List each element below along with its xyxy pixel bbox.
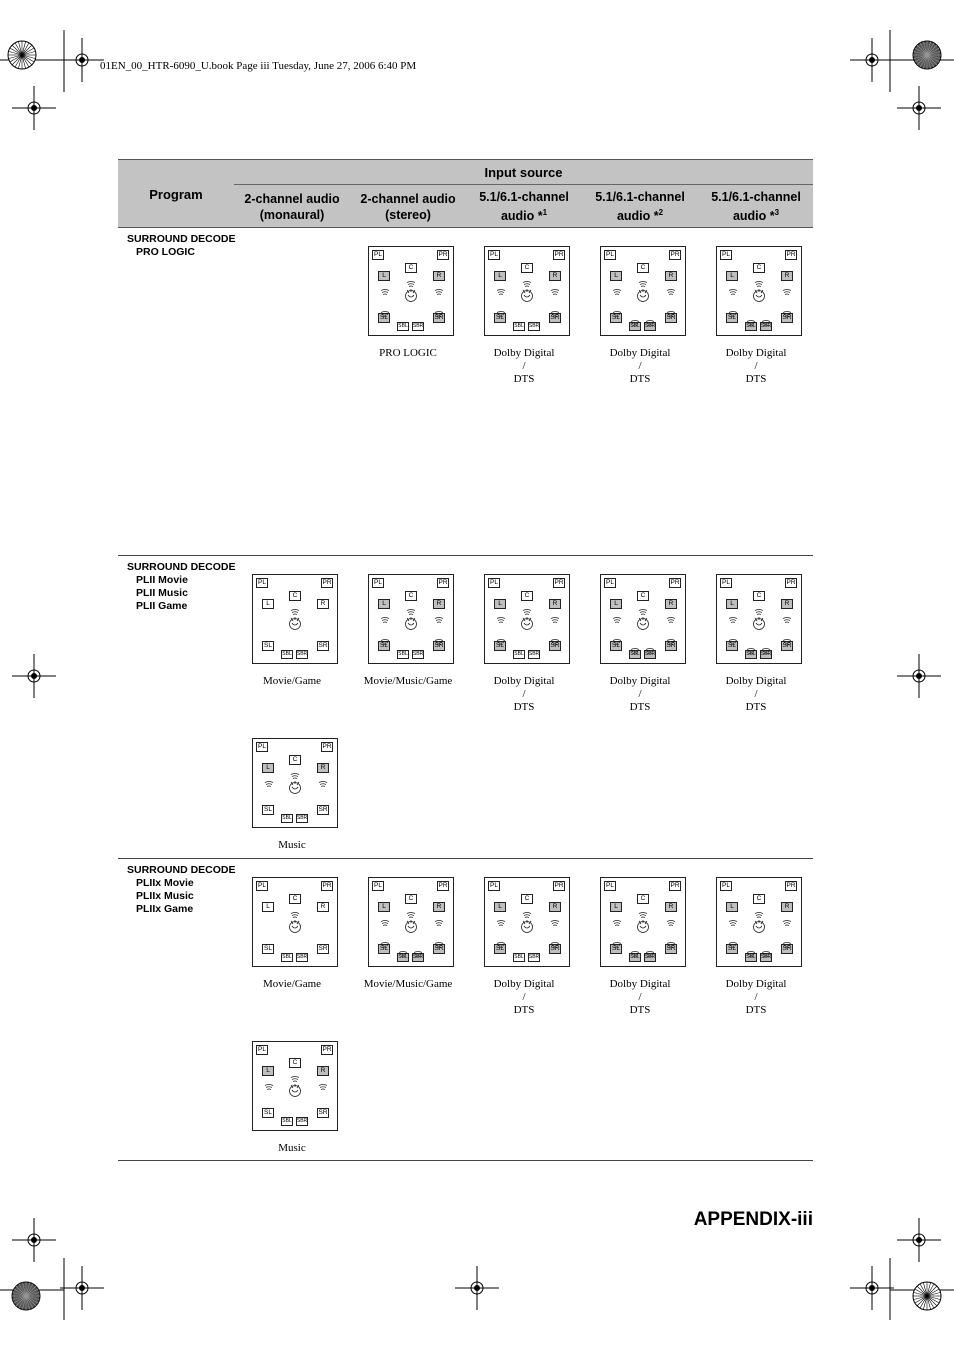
speaker-sbl: SBL [398, 651, 408, 657]
speaker-pl: PL [372, 578, 384, 588]
speaker-pr: PR [553, 881, 565, 891]
speaker-l: L [262, 763, 274, 773]
speaker-sbl: SBL [630, 323, 640, 329]
speaker-sr: SR [433, 944, 445, 954]
speaker-pr: PR [321, 1045, 333, 1055]
speaker-sbr: SBR [296, 651, 308, 657]
speaker-sl: SL [610, 313, 622, 323]
speaker-sbr: SBR [412, 651, 424, 657]
speaker-r: R [781, 902, 793, 912]
speaker-sbr: SBR [296, 954, 308, 960]
diagram-caption: Movie/Music/Game [363, 978, 453, 990]
speaker-sbl: SBL [514, 323, 524, 329]
speaker-sr: SR [665, 641, 677, 651]
speaker-pr: PR [437, 881, 449, 891]
program-mode: PLII Game [136, 600, 188, 612]
speaker-r: R [549, 599, 561, 609]
speaker-c: C [637, 591, 649, 601]
speaker-sbl: SBL [746, 954, 756, 960]
speaker-pr: PR [437, 250, 449, 260]
column-header-multi-2: 5.1/6.1-channel audio *$^2$ [595, 190, 685, 224]
diagram-caption: PRO LOGIC [379, 347, 437, 359]
speaker-c: C [637, 894, 649, 904]
speaker-sbl: SBL [630, 651, 640, 657]
diagram-caption: Dolby Digital / DTS [725, 978, 787, 1016]
speaker-pl: PL [604, 250, 616, 260]
speaker-r: R [317, 1066, 329, 1076]
program-title: SURROUND DECODE [127, 864, 236, 876]
speaker-sr: SR [549, 944, 561, 954]
speaker-sr: SR [317, 944, 329, 954]
speaker-sr: SR [781, 641, 793, 651]
speaker-r: R [317, 763, 329, 773]
speaker-r: R [549, 271, 561, 281]
speaker-sl: SL [494, 641, 506, 651]
speaker-c: C [521, 894, 533, 904]
speaker-r: R [665, 902, 677, 912]
speaker-sr: SR [549, 313, 561, 323]
speaker-pr: PR [785, 250, 797, 260]
speaker-sr: SR [317, 805, 329, 815]
speaker-sbl: SBL [746, 323, 756, 329]
speaker-pr: PR [321, 881, 333, 891]
diagram-caption: Dolby Digital / DTS [609, 675, 671, 713]
speaker-c: C [405, 894, 417, 904]
speaker-l: L [726, 599, 738, 609]
program-mode: PLII Movie [136, 574, 188, 586]
print-header: 01EN_00_HTR-6090_U.book Page iii Tuesday, June 27, 2006 6:40 PM [100, 60, 417, 72]
speaker-l: L [262, 1066, 274, 1076]
speaker-sl: SL [378, 641, 390, 651]
speaker-c: C [521, 591, 533, 601]
speaker-l: L [378, 271, 390, 281]
program-title: SURROUND DECODE [127, 233, 236, 245]
speaker-sl: SL [494, 313, 506, 323]
speaker-c: C [405, 591, 417, 601]
program-mode: PRO LOGIC [136, 246, 195, 258]
speaker-sbr: SBR [412, 954, 424, 960]
speaker-sl: SL [726, 313, 738, 323]
speaker-c: C [521, 263, 533, 273]
speaker-pr: PR [321, 742, 333, 752]
speaker-sl: SL [726, 944, 738, 954]
speaker-pl: PL [720, 250, 732, 260]
speaker-l: L [378, 902, 390, 912]
speaker-sbr: SBR [296, 1118, 308, 1124]
speaker-pr: PR [669, 578, 681, 588]
speaker-pr: PR [785, 578, 797, 588]
speaker-sbl: SBL [746, 651, 756, 657]
speaker-sbl: SBL [514, 954, 524, 960]
speaker-pr: PR [785, 881, 797, 891]
speaker-c: C [753, 894, 765, 904]
speaker-sr: SR [317, 1108, 329, 1118]
speaker-pl: PL [720, 881, 732, 891]
speaker-sr: SR [781, 944, 793, 954]
speaker-sr: SR [549, 641, 561, 651]
speaker-sbr: SBR [296, 815, 308, 821]
column-header-multi-1: 5.1/6.1-channel audio *$^1$ [479, 190, 569, 224]
speaker-c: C [405, 263, 417, 273]
speaker-sr: SR [433, 641, 445, 651]
speaker-sbr: SBR [412, 323, 424, 329]
speaker-sbl: SBL [282, 651, 292, 657]
diagram-caption: Dolby Digital / DTS [725, 675, 787, 713]
speaker-r: R [433, 902, 445, 912]
speaker-sl: SL [262, 641, 274, 651]
speaker-r: R [317, 599, 329, 609]
speaker-l: L [610, 902, 622, 912]
speaker-pl: PL [256, 578, 268, 588]
speaker-r: R [433, 599, 445, 609]
speaker-sbr: SBR [528, 651, 540, 657]
speaker-l: L [262, 902, 274, 912]
speaker-l: L [378, 599, 390, 609]
speaker-sl: SL [494, 944, 506, 954]
program-mode: PLIIx Game [136, 903, 194, 915]
speaker-l: L [610, 271, 622, 281]
diagram-caption: Dolby Digital / DTS [725, 347, 787, 385]
speaker-sbl: SBL [282, 815, 292, 821]
speaker-r: R [665, 271, 677, 281]
speaker-sbr: SBR [528, 954, 540, 960]
diagram-caption: Movie/Game [262, 675, 322, 687]
speaker-l: L [494, 599, 506, 609]
speaker-r: R [549, 902, 561, 912]
speaker-sbr: SBR [644, 954, 656, 960]
column-header-multi-3: 5.1/6.1-channel audio *$^3$ [711, 190, 801, 224]
speaker-pl: PL [372, 881, 384, 891]
speaker-sbl: SBL [282, 954, 292, 960]
speaker-sbl: SBL [282, 1118, 292, 1124]
program-mode: PLII Music [136, 587, 188, 599]
speaker-sbr: SBR [760, 651, 772, 657]
speaker-c: C [289, 894, 301, 904]
speaker-l: L [494, 271, 506, 281]
program-title: SURROUND DECODE [127, 561, 236, 573]
diagram-caption: Dolby Digital / DTS [493, 978, 555, 1016]
speaker-pl: PL [256, 1045, 268, 1055]
speaker-sbr: SBR [528, 323, 540, 329]
speaker-c: C [753, 591, 765, 601]
speaker-pr: PR [669, 250, 681, 260]
diagram-caption: Dolby Digital / DTS [493, 675, 555, 713]
diagram-caption: Dolby Digital / DTS [493, 347, 555, 385]
speaker-pr: PR [321, 578, 333, 588]
speaker-pl: PL [256, 881, 268, 891]
speaker-c: C [289, 591, 301, 601]
diagram-caption: Movie/Game [262, 978, 322, 990]
speaker-pl: PL [256, 742, 268, 752]
speaker-sl: SL [262, 944, 274, 954]
speaker-sbl: SBL [514, 651, 524, 657]
speaker-c: C [289, 1058, 301, 1068]
speaker-l: L [494, 902, 506, 912]
diagram-caption: Dolby Digital / DTS [609, 978, 671, 1016]
page-number: APPENDIX-iii [693, 1209, 813, 1230]
diagram-caption: Music [278, 1142, 306, 1154]
speaker-sl: SL [378, 944, 390, 954]
speaker-r: R [317, 902, 329, 912]
speaker-l: L [610, 599, 622, 609]
speaker-pr: PR [437, 578, 449, 588]
diagram-caption: Music [278, 839, 306, 851]
speaker-sbr: SBR [644, 323, 656, 329]
speaker-c: C [289, 755, 301, 765]
speaker-sr: SR [665, 313, 677, 323]
speaker-l: L [726, 902, 738, 912]
diagram-caption: Dolby Digital / DTS [609, 347, 671, 385]
speaker-pl: PL [488, 578, 500, 588]
program-mode: PLIIx Music [136, 890, 194, 902]
speaker-pr: PR [553, 250, 565, 260]
speaker-r: R [433, 271, 445, 281]
speaker-sr: SR [781, 313, 793, 323]
program-column-header: Program [149, 187, 203, 202]
speaker-sl: SL [726, 641, 738, 651]
speaker-sbr: SBR [760, 323, 772, 329]
speaker-sl: SL [610, 944, 622, 954]
speaker-sl: SL [610, 641, 622, 651]
speaker-sl: SL [262, 805, 274, 815]
speaker-sr: SR [433, 313, 445, 323]
speaker-l: L [262, 599, 274, 609]
speaker-sl: SL [378, 313, 390, 323]
speaker-pl: PL [488, 881, 500, 891]
speaker-pl: PL [604, 578, 616, 588]
speaker-c: C [637, 263, 649, 273]
speaker-pl: PL [372, 250, 384, 260]
column-header-mono: 2-channel audio (monaural) [244, 192, 340, 222]
program-mode: PLIIx Movie [136, 877, 194, 889]
speaker-c: C [753, 263, 765, 273]
speaker-r: R [781, 271, 793, 281]
speaker-r: R [665, 599, 677, 609]
speaker-pl: PL [604, 881, 616, 891]
input-source-header: Input source [234, 160, 813, 185]
speaker-pr: PR [553, 578, 565, 588]
speaker-sl: SL [262, 1108, 274, 1118]
speaker-sbl: SBL [630, 954, 640, 960]
speaker-sbr: SBR [644, 651, 656, 657]
speaker-r: R [781, 599, 793, 609]
speaker-pr: PR [669, 881, 681, 891]
speaker-sbl: SBL [398, 954, 408, 960]
diagram-caption: Movie/Music/Game [363, 675, 453, 687]
speaker-pl: PL [488, 250, 500, 260]
speaker-sr: SR [665, 944, 677, 954]
speaker-pl: PL [720, 578, 732, 588]
speaker-sbl: SBL [398, 323, 408, 329]
column-header-stereo: 2-channel audio (stereo) [360, 192, 456, 222]
speaker-sbr: SBR [760, 954, 772, 960]
speaker-l: L [726, 271, 738, 281]
speaker-sr: SR [317, 641, 329, 651]
